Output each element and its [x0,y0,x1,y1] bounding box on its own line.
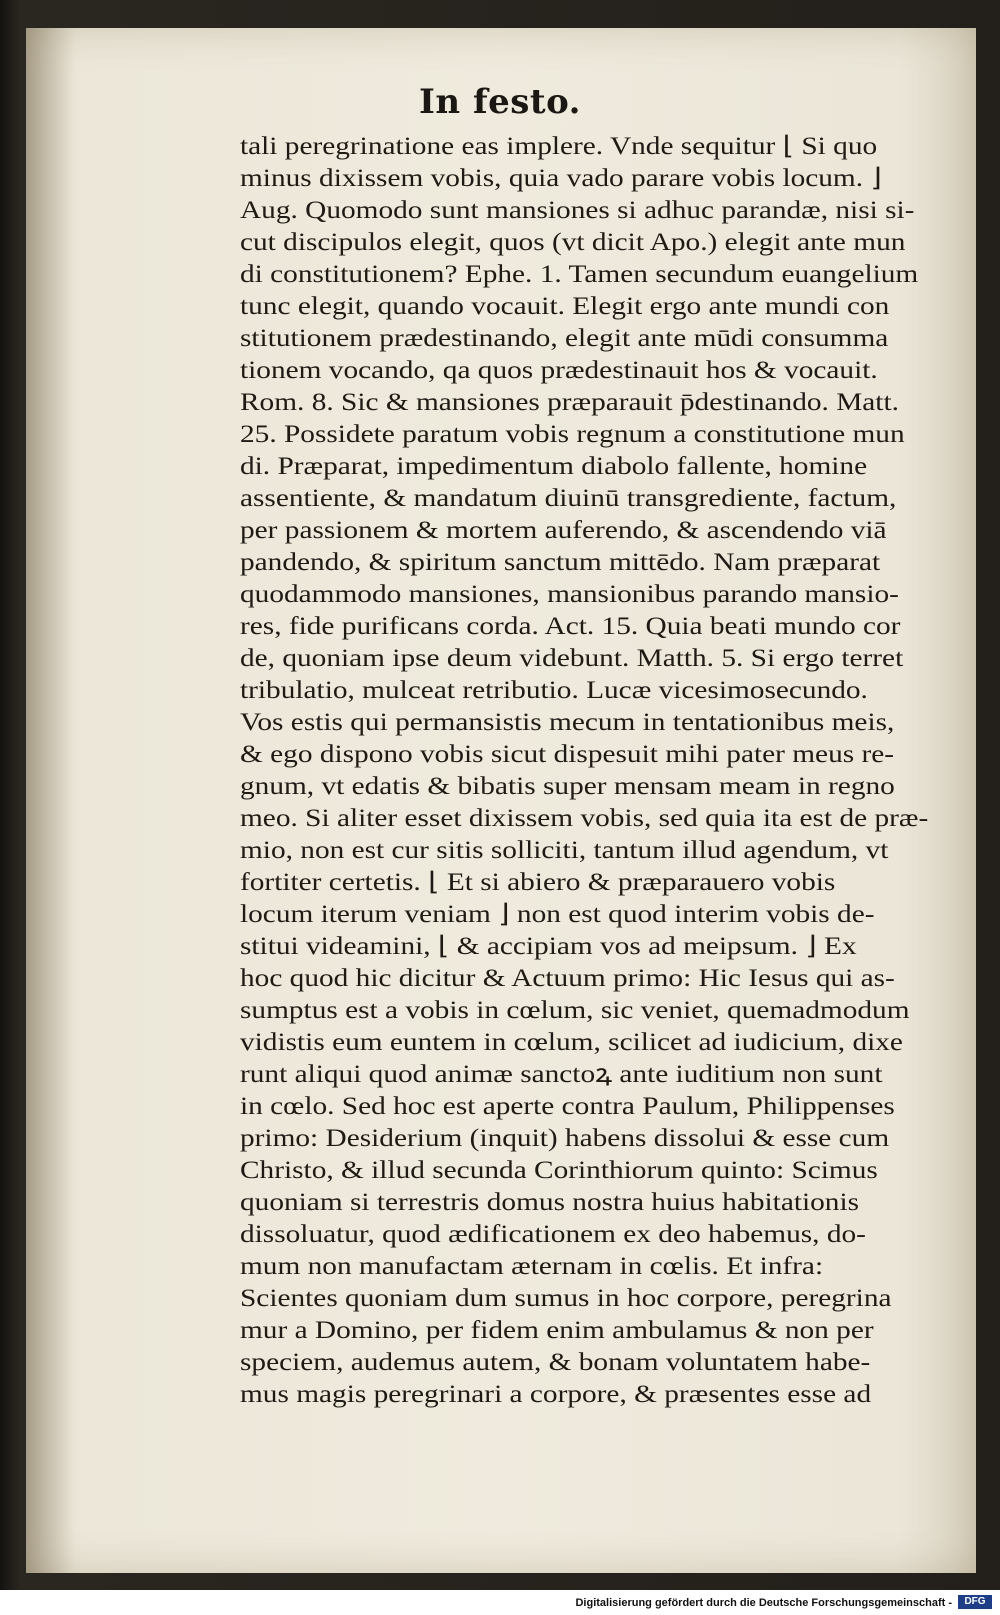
text-line: Christo, & illud secunda Corinthiorum quinto: Scimus [240,1155,878,1184]
text-line: tali peregrinatione eas implere. Vnde sequitur ⌊ Si quo [240,131,878,160]
text-line: & ego dispono vobis sicut dispesuit mihi pater meus re- [240,739,895,768]
text-line: di constitutionem? Ephe. 1. Tamen secundum euangelium [240,259,919,288]
text-line: de, quoniam ipse deum videbunt. Matth. 5. Si ergo terret [240,643,904,672]
text-line: Rom. 8. Sic & mansiones præparauit p̄destinando. Matt. [240,387,899,416]
text-line: Vos estis qui permansistis mecum in tentationibus meis, [240,707,895,736]
text-line: gnum, vt edatis & bibatis super mensam meam in regno [240,771,895,800]
text-line: speciem, audemus autem, & bonam voluntatem habe- [240,1347,871,1376]
running-header: In festo. [419,82,581,122]
text-line: res, fide purificans corda. Act. 15. Quia beati mundo cor [240,611,901,640]
text-line: sumptus est a vobis in cœlum, sic veniet, quemadmodum [240,995,910,1024]
text-line: dissoluatur, quod ædificationem ex deo habemus, do- [240,1219,866,1248]
text-line: tribulatio, mulceat retributio. Lucæ vicesimosecundo. [240,675,868,704]
text-line: hoc quod hic dicitur & Actuum primo: Hic Iesus qui as- [240,963,895,992]
text-line: vidistis eum euntem in cœlum, scilicet ad iudicium, dixe [240,1027,903,1056]
text-line: 25. Possidete paratum vobis regnum a constitutione mun [240,419,905,448]
digitization-footer [0,1590,1000,1615]
text-line: tunc elegit, quando vocauit. Elegit ergo ante mundi con [240,291,890,320]
text-line: tionem vocando, qa quos prædestinauit hos & vocauit. [240,355,878,384]
text-line: fortiter certetis. ⌊ Et si abiero & præparauero vobis [240,867,836,896]
text-line: Aug. Quomodo sunt mansiones si adhuc parandæ, nisi si- [240,195,915,224]
text-line: stitui videamini, ⌊ & accipiam vos ad meipsum. ⌋ Ex [240,931,857,960]
text-line: mur a Domino, per fidem enim ambulamus & non per [240,1315,874,1344]
text-line: mus magis peregrinari a corpore, & præsentes esse ad [240,1379,872,1408]
text-line: quoniam si terrestris domus nostra huius habitationis [240,1187,860,1216]
dfg-logo-icon: DFG [958,1595,992,1609]
text-line: runt aliqui quod animæ sanctoꝝ ante iuditium non sunt [240,1059,883,1088]
text-line: assentiente, & mandatum diuinū transgrediente, factum, [240,483,897,512]
text-line: locum iterum veniam ⌋ non est quod interim vobis de- [240,899,875,928]
text-line: primo: Desiderium (inquit) habens dissolui & esse cum [240,1123,890,1152]
text-line: mio, non est cur sitis solliciti, tantum illud agendum, vt [240,835,889,864]
text-line: quodammodo mansiones, mansionibus parando mansio- [240,579,899,608]
text-line: cut discipulos elegit, quos (vt dicit Apo.) elegit ante mun [240,227,906,256]
body-text [240,130,940,1410]
text-line: per passionem & mortem auferendo, & ascendendo viā [240,515,887,544]
text-line: minus dixissem vobis, quia vado parare vobis locum. ⌋ [240,163,882,192]
text-line: meo. Si aliter esset dixissem vobis, sed quia ita est de præ- [240,803,929,832]
text-line: stitutionem prædestinando, elegit ante mūdi consumma [240,323,889,352]
text-line: di. Præparat, impedimentum diabolo fallente, homine [240,451,868,480]
text-line: pandendo, & spiritum sanctum mittēdo. Nam præparat [240,547,881,576]
text-line: in cœlo. Sed hoc est aperte contra Paulum, Philippenses [240,1091,895,1120]
text-line: Scientes quoniam dum sumus in hoc corpore, peregrina [240,1283,892,1312]
footer-credit: Digitalisierung gefördert durch die Deutsche Forschungsgemeinschaft - [575,1597,952,1609]
text-line: mum non manufactam æternam in cœlis. Et infra: [240,1251,824,1280]
